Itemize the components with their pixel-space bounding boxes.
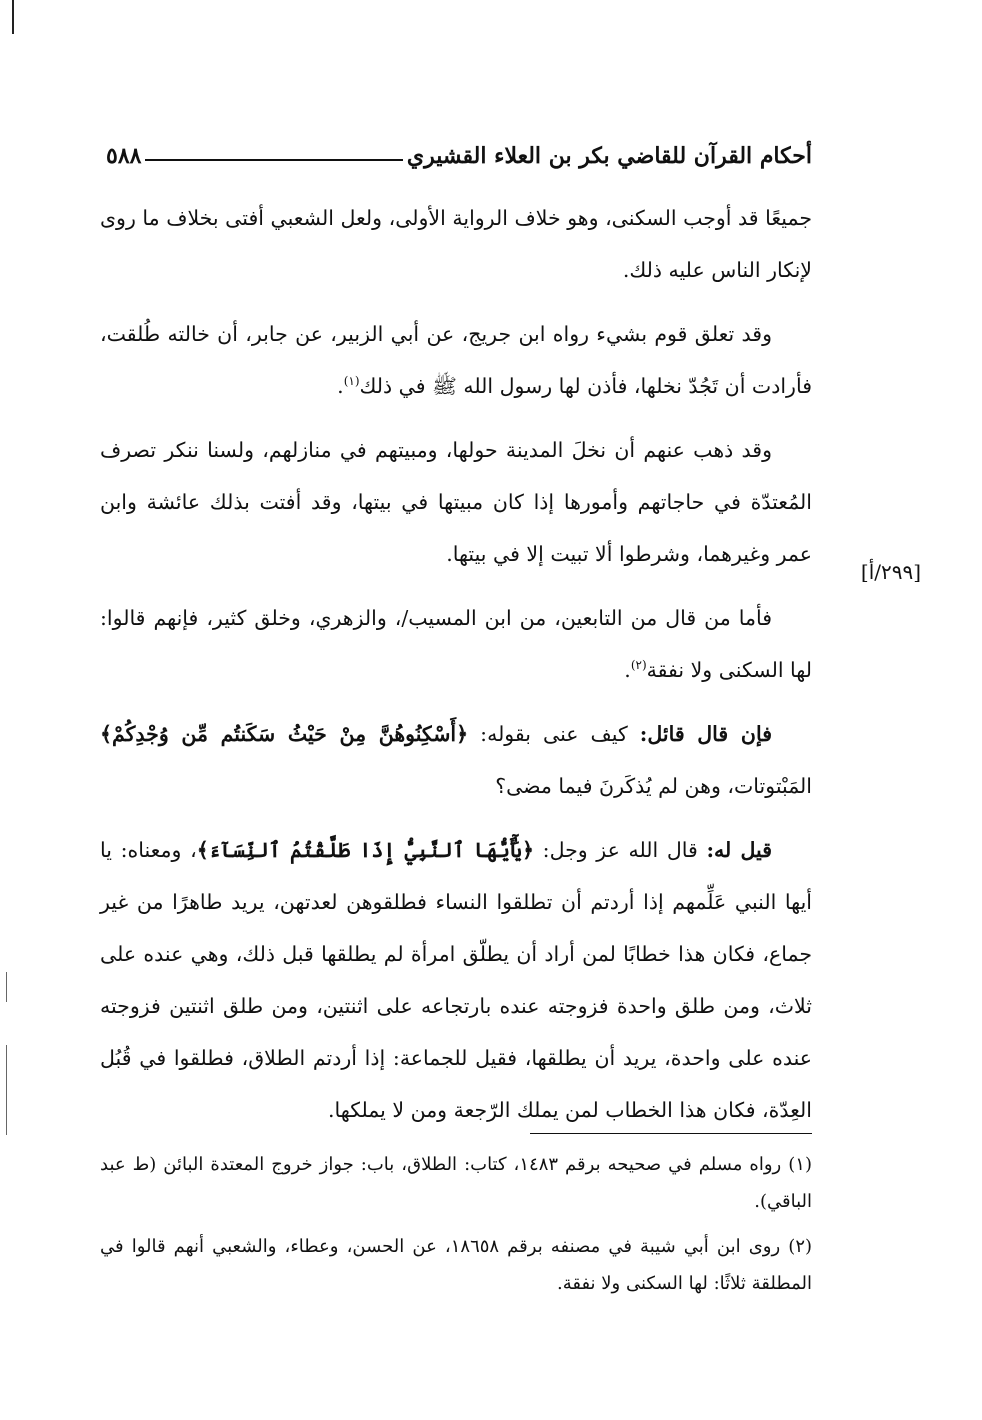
footnote-ref[interactable]: (١)	[343, 374, 360, 389]
scan-edge-mark	[6, 1045, 7, 1135]
footnote-text: روى ابن أبي شيبة في مصنفه برقم ١٨٦٥٨، عن الحسن، وعطاء، والشعبي أنهم قالوا في المطلقة ثلاثًا: لها السكنى ولا نفقة.	[100, 1236, 812, 1294]
paragraph	[100, 592, 812, 696]
footnote-ref[interactable]: (٢)	[630, 658, 647, 673]
answer-lead: قيل له:	[706, 838, 773, 862]
paragraph	[100, 308, 812, 412]
paragraph-end: .	[624, 658, 631, 682]
scan-edge-mark	[12, 0, 14, 34]
paragraph-text: قال الله عز وجل:	[534, 838, 707, 862]
book-title: أحكام القرآن للقاضي بكر بن العلاء القشيري	[406, 143, 812, 169]
scan-edge-mark	[6, 972, 7, 1002]
paragraph: وقد ذهب عنهم أن نخلَ المدينة حولها، ومبيتهم في منازلهم، ولسنا ننكر تصرف المُعتدّة في حاجاتهم وأمورها إذا كان مبيتها في بيتها، وقد أفتت بذلك عائشة وابن عمر وغيرهما، وشرطوا ألا تبيت إلا في بيتها.	[100, 438, 812, 566]
page-number: ٥٨٨	[106, 143, 142, 169]
paragraph-text: كيف عنى بقوله:	[468, 722, 640, 746]
paragraph	[100, 824, 812, 1136]
paragraph-text: فأما من قال من التابعين، من ابن المسيب/، والزهري، وخلق كثير، فإنهم قالوا: لها السكنى ولا نفقة	[100, 606, 812, 682]
page-header	[100, 136, 812, 176]
footnote	[100, 1146, 812, 1220]
footnote	[100, 1228, 812, 1302]
quran-verse: ﴿يَٰٓأَيُّهَا ٱلنَّبِيُّ إِذَا طَلَّقْتُمُ ٱلنِّسَآءَ﴾	[196, 838, 535, 862]
main-text	[100, 192, 812, 1148]
paragraph-text: ، ومعناه: يا أيها النبي عَلِّمهم إذا أردتم أن تطلقوا النساء فطلقوهن لعدتهن، يريد طاهرًا من غير جماع، فكان هذا خطابًا لمن أراد أن يطلّق امرأة لم يطلقها قبل ذلك، وهي عنده على ثلاث، ومن طلق واحدة فزوجته عنده بارتجاعه على اثنتين، ومن طلق اثنتين فزوجته عنده على واحدة، يريد أن يطلقها، فقيل للجماعة: إذا أردتم الطلاق، فطلقوا في قُبُل العِدّة، فكان هذا الخطاب لمن يملك الرّجعة ومن لا يملكها.	[100, 838, 812, 1122]
header-rule	[145, 159, 402, 161]
manuscript-folio-reference: [٢٩٩/أ]	[860, 560, 922, 584]
footnote-text: رواه مسلم في صحيحه برقم ١٤٨٣، كتاب: الطلاق، باب: جواز خروج المعتدة البائن (ط عبد الباقي).	[100, 1154, 812, 1212]
footnote-separator	[530, 1133, 812, 1134]
question-lead: فإن قال قائل:	[639, 722, 772, 746]
quran-verse: ﴿أَسْكِنُوهُنَّ مِنْ حَيْثُ سَكَنتُم مِّن وُجْدِكُمْ﴾	[100, 722, 469, 746]
footnotes	[100, 1146, 812, 1310]
footnote-marker: (٢)	[788, 1236, 813, 1257]
paragraph-end: .	[337, 374, 344, 398]
paragraph	[100, 708, 812, 812]
paragraph-text: المَبْتوتات، وهن لم يُذكَرنَ فيما مضى؟	[495, 774, 812, 798]
paragraph: جميعًا قد أوجب السكنى، وهو خلاف الرواية الأولى، ولعل الشعبي أفتى بخلاف ما روى لإنكار الناس عليه ذلك.	[100, 206, 812, 282]
footnote-marker: (١)	[788, 1154, 812, 1175]
paragraph-text: وقد تعلق قوم بشيء رواه ابن جريج، عن أبي الزبير، عن جابر، أن خالته طُلقت، فأرادت أن تَجُدّ نخلها، فأذن لها رسول الله ﷺ في ذلك	[100, 322, 812, 398]
